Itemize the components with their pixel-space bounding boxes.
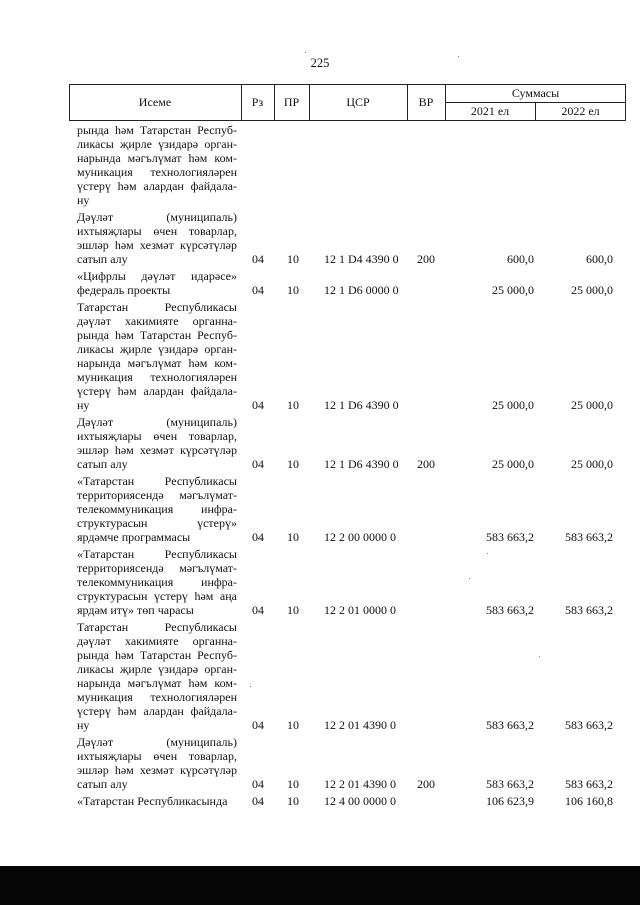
row-name-line: Дәүләт (муниципаль) — [77, 735, 237, 749]
row-name-line: ну — [77, 398, 90, 412]
row-name-line: сатып алу — [77, 252, 128, 266]
row-sum-2021: 583 663,2 — [486, 530, 534, 544]
row-pr: 10 — [287, 718, 299, 732]
row-name — [77, 210, 237, 266]
row-rz: 04 — [252, 603, 264, 617]
row-name-line: «Татарстан Республикасында — [77, 794, 228, 808]
row-name — [77, 415, 237, 471]
row-name-line: ярдәм итү» төп чарасы — [77, 603, 194, 617]
row-name-line: федераль проекты — [77, 283, 171, 297]
row-rz: 04 — [252, 718, 264, 732]
row-sum-2021: 25 000,0 — [492, 398, 534, 412]
scan-speck — [469, 578, 470, 579]
row-sum-2021: 25 000,0 — [492, 283, 534, 297]
row-pr: 10 — [287, 603, 299, 617]
row-name-line: Дәүләт (муниципаль) — [77, 415, 237, 429]
row-name — [77, 269, 237, 297]
row-name-line: үстерү һәм алардан файдала- — [77, 384, 237, 398]
header-year-2022: 2022 ел — [561, 104, 600, 118]
row-name-line: ихтыяҗлары өчен товарлар, — [77, 429, 237, 443]
scan-speck — [305, 52, 306, 53]
row-name-line: нарында мәгълүмат һәм ком- — [77, 676, 237, 690]
row-name-line: Татарстан Республикасы — [77, 620, 237, 634]
row-csr: 12 1 D4 4390 0 — [324, 252, 399, 266]
row-csr: 12 2 01 4390 0 — [324, 718, 396, 732]
scan-speck — [487, 553, 488, 554]
row-sum-2022: 583 663,2 — [565, 718, 613, 732]
row-name-line: рында һәм Татарстан Респуб- — [77, 328, 237, 342]
row-name — [77, 794, 237, 808]
row-rz: 04 — [252, 794, 264, 808]
row-rz: 04 — [252, 398, 264, 412]
header-sums: Суммасы — [511, 86, 560, 100]
row-sum-2021: 600,0 — [507, 252, 534, 266]
row-name-line: ликасы җирле үзидарә орган- — [77, 662, 237, 676]
row-name-line: эшләр һәм хезмәт күрсәтүләр — [77, 763, 237, 777]
row-pr: 10 — [287, 252, 299, 266]
row-name-line: дәүләт хакимияте органна- — [77, 314, 237, 328]
row-name-line: «Татарстан Республикасы — [77, 474, 237, 488]
row-pr: 10 — [287, 530, 299, 544]
row-name-line: рында һәм Татарстан Респуб- — [77, 123, 237, 137]
row-name-line: структурасын үстерү һәм аңа — [77, 589, 237, 603]
row-name-line: ну — [77, 193, 90, 207]
row-csr: 12 1 D6 0000 0 — [324, 283, 399, 297]
row-name-line: Дәүләт (муниципаль) — [77, 210, 237, 224]
row-sum-2021: 25 000,0 — [492, 457, 534, 471]
header-year-2021: 2021 ел — [470, 104, 510, 118]
row-sum-2022: 25 000,0 — [571, 398, 613, 412]
scan-speck — [458, 56, 459, 57]
row-name-line: ликасы җирле үзидарә орган- — [77, 342, 237, 356]
header-bottom-border — [69, 120, 626, 121]
header-csr: ЦСР — [346, 95, 370, 109]
row-csr: 12 1 D6 4390 0 — [324, 398, 399, 412]
row-name-line: ликасы җирле үзидарә орган- — [77, 137, 237, 151]
row-name — [77, 547, 237, 617]
row-name-line: ихтыяҗлары өчен товарлар, — [77, 749, 237, 763]
row-name-line: муникация технологияләрен — [77, 690, 237, 704]
row-name — [77, 123, 237, 207]
row-rz: 04 — [252, 252, 264, 266]
row-name-line: үстерү һәм алардан файдала- — [77, 704, 237, 718]
row-sum-2022: 583 663,2 — [565, 530, 613, 544]
row-sum-2022: 25 000,0 — [571, 283, 613, 297]
row-name-line: телекоммуникация инфра- — [77, 575, 237, 589]
row-name-line: эшләр һәм хезмәт күрсәтүләр — [77, 443, 237, 457]
row-csr: 12 2 01 0000 0 — [324, 603, 396, 617]
row-name-line: структурасын үстерү» — [77, 516, 237, 530]
row-name-line: территориясендә мәгълүмат- — [77, 488, 237, 502]
row-csr: 12 1 D6 4390 0 — [324, 457, 399, 471]
row-name-line: «Цифрлы дәүләт идарәсе» — [77, 269, 237, 283]
row-rz: 04 — [252, 283, 264, 297]
row-name-line: дәүләт хакимияте органна- — [77, 634, 237, 648]
row-name-line: ярдәмче программасы — [77, 530, 191, 544]
header-pr: ПР — [283, 95, 300, 109]
row-pr: 10 — [287, 398, 299, 412]
table-header — [69, 84, 626, 120]
header-rz: Рз — [251, 95, 264, 109]
row-name — [77, 300, 237, 412]
row-sum-2022: 25 000,0 — [571, 457, 613, 471]
row-name-line: территориясендә мәгълүмат- — [77, 561, 237, 575]
row-name-line: эшләр һәм хезмәт күрсәтүләр — [77, 238, 237, 252]
row-rz: 04 — [252, 777, 264, 791]
row-name — [77, 620, 237, 732]
row-vr: 200 — [417, 777, 435, 791]
header-sums-divider — [445, 102, 626, 103]
row-sum-2021: 583 663,2 — [486, 718, 534, 732]
row-name-line: рында һәм Татарстан Респуб- — [77, 648, 237, 662]
header-vr: ВР — [418, 95, 434, 109]
row-name-line: муникация технологияләрен — [77, 370, 237, 384]
row-name-line: үстерү һәм алардан файдала- — [77, 179, 237, 193]
page-number: 225 — [310, 56, 330, 70]
row-sum-2022: 583 663,2 — [565, 603, 613, 617]
scan-bottom-edge — [0, 866, 640, 905]
row-vr: 200 — [417, 457, 435, 471]
row-pr: 10 — [287, 283, 299, 297]
row-pr: 10 — [287, 457, 299, 471]
row-name-line: ихтыяҗлары өчен товарлар, — [77, 224, 237, 238]
header-top-border — [69, 84, 626, 85]
row-pr: 10 — [287, 777, 299, 791]
row-name-line: нарында мәгълүмат һәм ком- — [77, 356, 237, 370]
row-sum-2021: 583 663,2 — [486, 603, 534, 617]
row-name-line: «Татарстан Республикасы — [77, 547, 237, 561]
row-name-line: телекоммуникация инфра- — [77, 502, 237, 516]
row-csr: 12 4 00 0000 0 — [324, 794, 396, 808]
row-csr: 12 2 00 0000 0 — [324, 530, 396, 544]
scan-speck — [539, 656, 540, 657]
row-pr: 10 — [287, 794, 299, 808]
row-sum-2022: 583 663,2 — [565, 777, 613, 791]
row-name-line: сатып алу — [77, 457, 128, 471]
row-sum-2022: 600,0 — [586, 252, 613, 266]
row-name-line: Татарстан Республикасы — [77, 300, 237, 314]
row-name-line: сатып алу — [77, 777, 128, 791]
row-name-line: нарында мәгълүмат һәм ком- — [77, 151, 237, 165]
row-name — [77, 474, 237, 544]
header-name: Исеме — [138, 95, 172, 109]
row-sum-2021: 583 663,2 — [486, 777, 534, 791]
row-rz: 04 — [252, 530, 264, 544]
row-vr: 200 — [417, 252, 435, 266]
row-name-line: ну — [77, 718, 90, 732]
row-csr: 12 2 01 4390 0 — [324, 777, 396, 791]
row-sum-2022: 106 160,8 — [565, 794, 613, 808]
row-sum-2021: 106 623,9 — [486, 794, 534, 808]
row-name-line: муникация технологияләрен — [77, 165, 237, 179]
row-rz: 04 — [252, 457, 264, 471]
row-name — [77, 735, 237, 791]
scan-speck — [250, 686, 251, 687]
